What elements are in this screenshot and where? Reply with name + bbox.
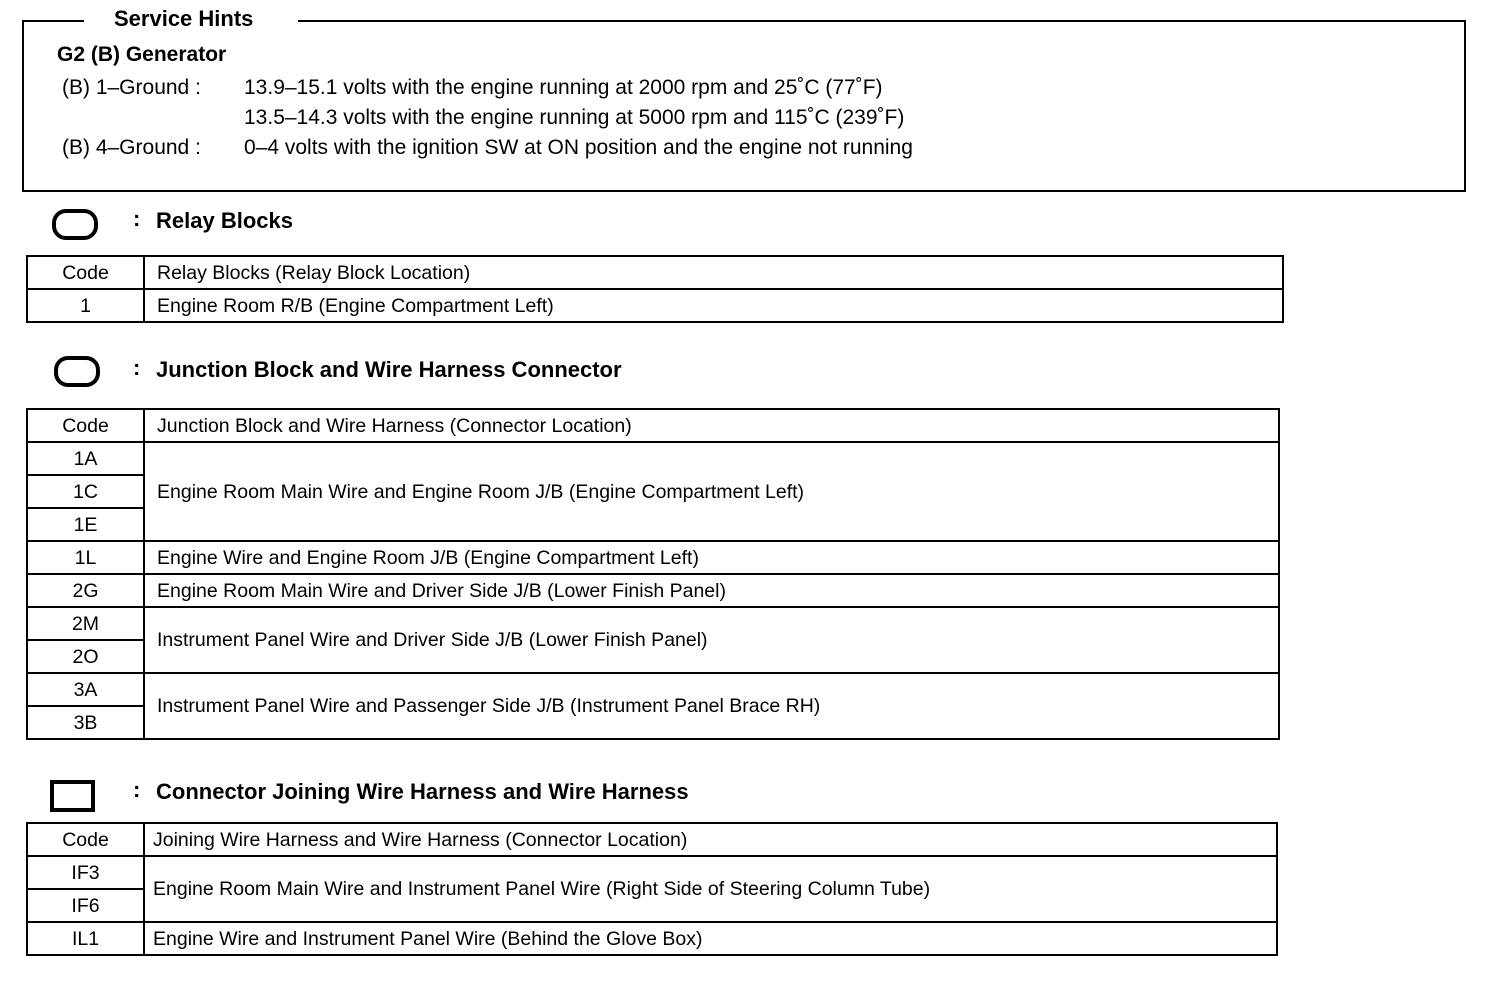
component-name: G2 (B) Generator	[57, 43, 227, 66]
description-cell: Instrument Panel Wire and Passenger Side J/B (Instrument Panel Brace RH)	[144, 673, 1279, 739]
junction-blocks-table	[26, 408, 1280, 740]
code-cell: 3A	[27, 673, 144, 706]
hint-line: 0–4 volts with the ignition SW at ON position and the engine not running	[244, 136, 913, 159]
description-header: Junction Block and Wire Harness (Connector Location)	[144, 409, 1279, 442]
code-cell: 1	[27, 289, 144, 322]
table-row	[27, 289, 1283, 322]
description-cell: Engine Room R/B (Engine Compartment Left)	[144, 289, 1283, 322]
hint-line: 13.5–14.3 volts with the engine running at 5000 rpm and 115˚C (239˚F)	[244, 106, 905, 129]
table-row	[27, 922, 1277, 955]
code-cell: 1A	[27, 442, 144, 475]
joining-connector-symbol-icon	[50, 780, 95, 812]
joining-connectors-table	[26, 822, 1278, 956]
joining-connectors-title: Connector Joining Wire Harness and Wire Harness	[156, 779, 689, 804]
code-cell: 3B	[27, 706, 144, 739]
section-colon: :	[133, 777, 141, 802]
description-cell: Engine Wire and Instrument Panel Wire (Behind the Glove Box)	[144, 922, 1277, 955]
hint-terminal: (B) 1–Ground :	[62, 76, 201, 99]
code-cell: IF6	[27, 889, 144, 922]
section-colon: :	[133, 206, 141, 231]
service-hints-title: Service Hints	[114, 6, 254, 31]
table-header-row	[27, 256, 1283, 289]
table-row	[27, 673, 1279, 706]
code-cell: IF3	[27, 856, 144, 889]
junction-block-symbol-icon	[54, 356, 100, 387]
code-header: Code	[27, 409, 144, 442]
code-cell: 1L	[27, 541, 144, 574]
table-row	[27, 574, 1279, 607]
description-cell: Engine Wire and Engine Room J/B (Engine Compartment Left)	[144, 541, 1279, 574]
code-cell: 1C	[27, 475, 144, 508]
table-row	[27, 442, 1279, 475]
table-row	[27, 607, 1279, 640]
description-cell: Engine Room Main Wire and Instrument Panel Wire (Right Side of Steering Column Tube)	[144, 856, 1277, 922]
code-header: Code	[27, 256, 144, 289]
table-row	[27, 541, 1279, 574]
description-cell: Instrument Panel Wire and Driver Side J/B (Lower Finish Panel)	[144, 607, 1279, 673]
description-header: Relay Blocks (Relay Block Location)	[144, 256, 1283, 289]
table-header-row	[27, 823, 1277, 856]
relay-block-symbol-icon	[52, 209, 98, 240]
table-row	[27, 856, 1277, 889]
hints-border-left	[22, 20, 84, 22]
description-header: Joining Wire Harness and Wire Harness (Connector Location)	[144, 823, 1277, 856]
code-header: Code	[27, 823, 144, 856]
relay-blocks-title: Relay Blocks	[156, 208, 293, 233]
code-cell: 2G	[27, 574, 144, 607]
description-cell: Engine Room Main Wire and Driver Side J/B (Lower Finish Panel)	[144, 574, 1279, 607]
code-cell: 2M	[27, 607, 144, 640]
hint-terminal: (B) 4–Ground :	[62, 136, 201, 159]
code-cell: 2O	[27, 640, 144, 673]
code-cell: IL1	[27, 922, 144, 955]
section-colon: :	[133, 355, 141, 380]
hints-border-right	[298, 20, 1464, 22]
junction-blocks-title: Junction Block and Wire Harness Connector	[156, 357, 622, 382]
hint-line: 13.9–15.1 volts with the engine running at 2000 rpm and 25˚C (77˚F)	[244, 76, 883, 99]
relay-blocks-table	[26, 255, 1284, 323]
description-cell: Engine Room Main Wire and Engine Room J/B (Engine Compartment Left)	[144, 442, 1279, 541]
table-header-row	[27, 409, 1279, 442]
code-cell: 1E	[27, 508, 144, 541]
